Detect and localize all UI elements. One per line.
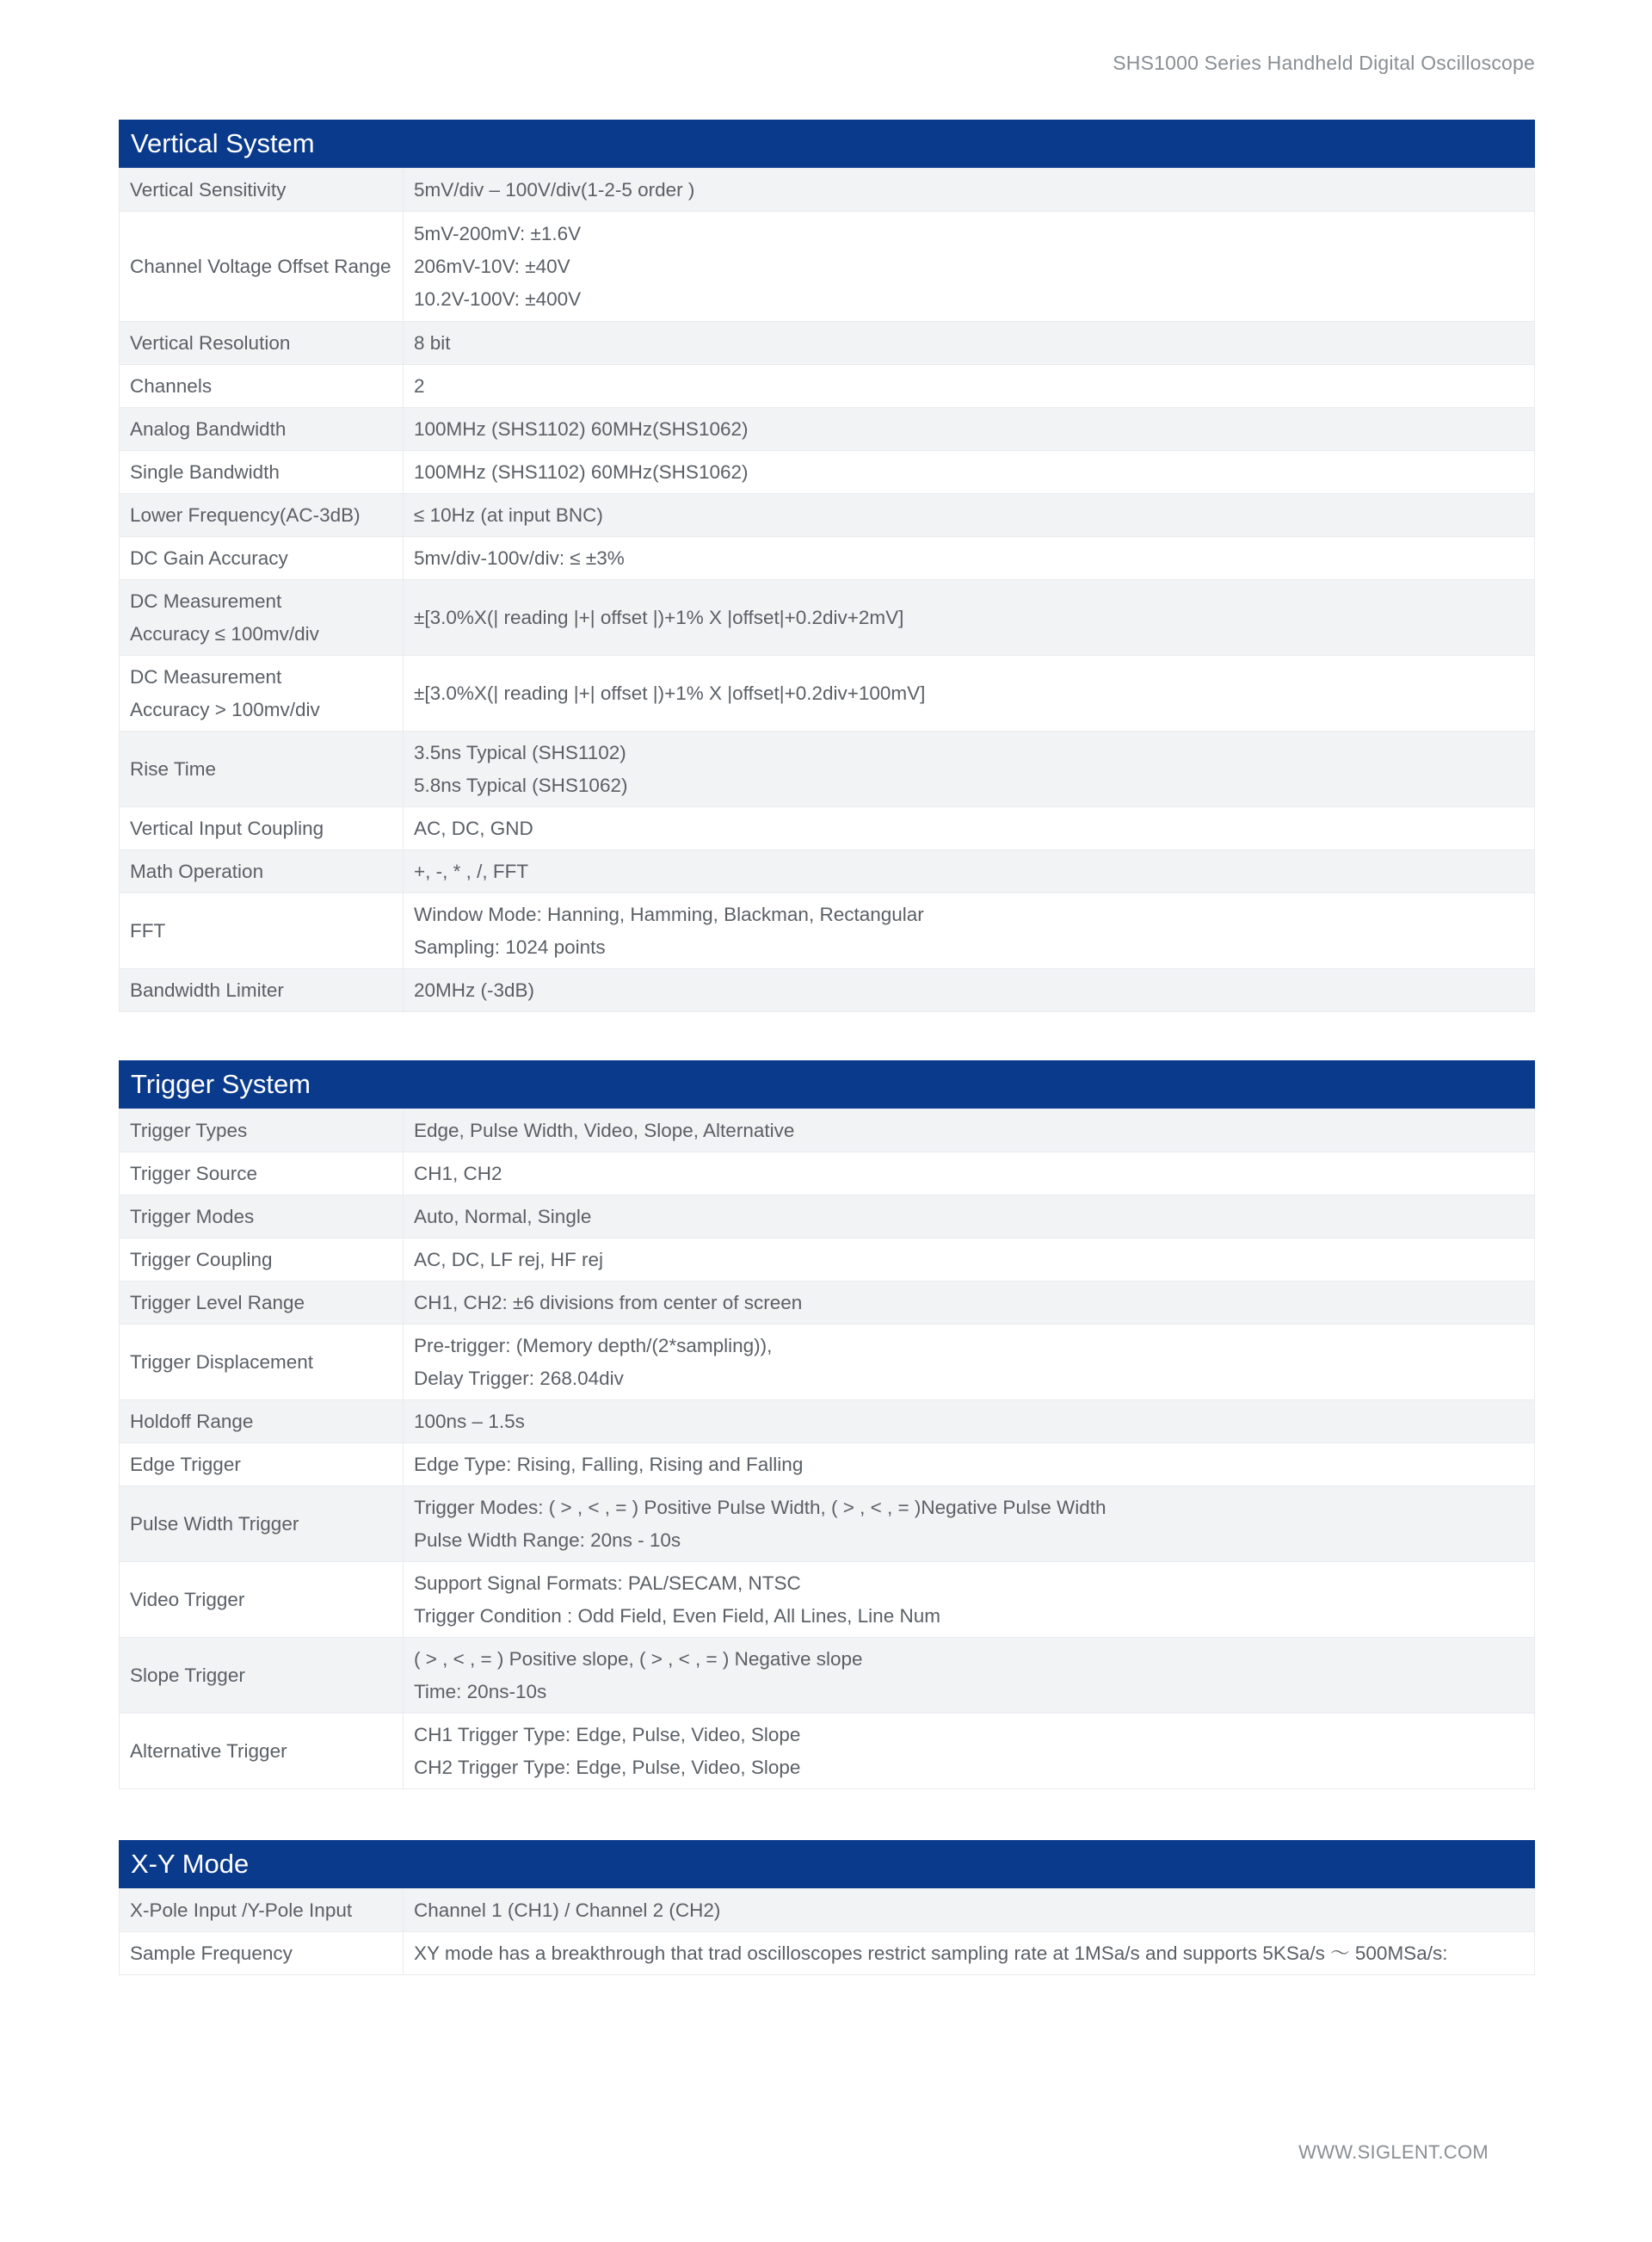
spec-label [120,850,404,893]
spec-value-line: Pre-trigger: (Memory depth/(2*sampling)), [414,1334,773,1356]
spec-value [404,169,1535,212]
spec-label-line: Channels [130,374,213,397]
spec-value-line: 3.5ns Typical (SHS1102) [414,741,626,763]
spec-row [120,1714,1535,1789]
spec-value [404,408,1535,451]
spec-value-line: Auto, Normal, Single [414,1205,592,1227]
spec-label [120,1400,404,1443]
spec-row [120,893,1535,969]
spec-value [404,1400,1535,1443]
spec-value-line: CH2 Trigger Type: Edge, Pulse, Video, Slope [414,1756,801,1778]
spec-value-line: Delay Trigger: 268.04div [414,1367,624,1389]
spec-value [404,807,1535,850]
spec-value-line: XY mode has a breakthrough that trad oscilloscopes restrict sampling rate at 1MSa/s and supports 5KSa/s ～ 500MSa/s: [414,1942,1448,1964]
spec-value-line: CH1, CH2 [414,1162,502,1184]
spec-row [120,1282,1535,1325]
spec-value [404,1889,1535,1932]
spec-value-line: ( > , < , = ) Positive slope, ( > , < , = ) Negative slope [414,1647,863,1670]
spec-value [404,1152,1535,1195]
spec-value [404,1486,1535,1562]
spec-value [404,1325,1535,1400]
spec-value-line: 100MHz (SHS1102) 60MHz(SHS1062) [414,460,749,483]
spec-value [404,322,1535,365]
spec-label-line: Video Trigger [130,1588,245,1610]
section-trigger-system [119,1060,1535,1789]
spec-value-line: Time: 20ns-10s [414,1680,547,1702]
spec-label-line: Vertical Input Coupling [130,817,324,839]
spec-label-line: Trigger Displacement [130,1350,313,1373]
spec-value-line: Edge Type: Rising, Falling, Rising and Falling [414,1453,804,1475]
spec-row [120,451,1535,494]
spec-label [120,451,404,494]
spec-value-line: ±[3.0%X(| reading |+| offset |)+1% X |offset|+0.2div+100mV] [414,682,926,704]
spec-label [120,1282,404,1325]
spec-row [120,1562,1535,1638]
spec-value-line: 5mV-200mV: ±1.6V [414,222,582,244]
spec-value-line: +, -, * , /, FFT [414,860,529,882]
spec-label [120,893,404,969]
spec-label-line: Channel Voltage Offset Range [130,255,391,277]
spec-label [120,1889,404,1932]
spec-value [404,537,1535,580]
spec-label [120,1109,404,1152]
spec-label-line: DC Measurement [130,590,282,612]
spec-row [120,322,1535,365]
spec-value-line: Window Mode: Hanning, Hamming, Blackman, Rectangular [414,903,924,925]
section-xy-mode [119,1840,1535,1975]
spec-value-line: Support Signal Formats: PAL/SECAM, NTSC [414,1572,801,1594]
spec-value-line: Trigger Modes: ( > , < , = ) Positive Pulse Width, ( > , < , = )Negative Pulse Width [414,1496,1106,1518]
spec-row [120,1109,1535,1152]
spec-row [120,169,1535,212]
spec-label-line: Single Bandwidth [130,460,280,483]
spec-label [120,1152,404,1195]
spec-row [120,212,1535,322]
spec-label-line: FFT [130,919,166,942]
spec-label-line: Bandwidth Limiter [130,979,284,1001]
spec-label [120,494,404,537]
spec-value [404,365,1535,408]
spec-row [120,1195,1535,1238]
spec-label-line: DC Gain Accuracy [130,547,288,569]
spec-label-line: Accuracy ≤ 100mv/div [130,622,319,645]
spec-value [404,451,1535,494]
spec-value-line: ≤ 10Hz (at input BNC) [414,503,603,526]
spec-label [120,1562,404,1638]
spec-row [120,969,1535,1012]
spec-row [120,1400,1535,1443]
spec-value-line: 2 [414,374,425,397]
spec-label [120,1238,404,1282]
spec-value [404,580,1535,656]
spec-label-line: X-Pole Input /Y-Pole Input [130,1899,353,1921]
spec-label [120,365,404,408]
spec-label-line: Lower Frequency(AC-3dB) [130,503,361,526]
spec-label-line: Accuracy > 100mv/div [130,698,320,720]
spec-label [120,322,404,365]
spec-label-line: Math Operation [130,860,264,882]
spec-label [120,1638,404,1714]
spec-row [120,807,1535,850]
spec-value-line: 10.2V-100V: ±400V [414,287,582,310]
spec-label-line: Trigger Source [130,1162,257,1184]
spec-label-line: Alternative Trigger [130,1739,287,1762]
spec-value-line: Channel 1 (CH1) / Channel 2 (CH2) [414,1899,721,1921]
spec-label [120,537,404,580]
spec-value [404,1638,1535,1714]
spec-value [404,1238,1535,1282]
spec-label-line: Edge Trigger [130,1453,241,1475]
spec-row [120,408,1535,451]
spec-label-line: Vertical Resolution [130,331,291,354]
spec-label [120,408,404,451]
spec-row [120,1152,1535,1195]
spec-row [120,850,1535,893]
spec-value-line: 5mV/div – 100V/div(1-2-5 order ) [414,178,695,201]
spec-value [404,1443,1535,1486]
spec-label [120,732,404,807]
spec-value-line: 20MHz (-3dB) [414,979,535,1001]
spec-row [120,732,1535,807]
spec-value [404,656,1535,732]
spec-value [404,1932,1535,1975]
spec-value-line: AC, DC, GND [414,817,533,839]
section-vertical-system [119,120,1535,1012]
spec-label [120,580,404,656]
spec-label [120,1443,404,1486]
spec-value-line: 100MHz (SHS1102) 60MHz(SHS1062) [414,417,749,440]
spec-label [120,1932,404,1975]
spec-value-line: 8 bit [414,331,451,354]
spec-label [120,656,404,732]
spec-row [120,1486,1535,1562]
spec-label-line: Vertical Sensitivity [130,178,287,201]
spec-row [120,365,1535,408]
spec-value [404,1562,1535,1638]
spec-label [120,1325,404,1400]
spec-label [120,1486,404,1562]
spec-value [404,494,1535,537]
spec-label [120,212,404,322]
document-header-title: SHS1000 Series Handheld Digital Oscilloscope [1113,52,1535,74]
spec-label [120,1195,404,1238]
spec-value [404,1195,1535,1238]
spec-value-line: Sampling: 1024 points [414,936,606,958]
spec-value-line: Edge, Pulse Width, Video, Slope, Alternative [414,1119,795,1141]
spec-value-line: 5.8ns Typical (SHS1062) [414,774,628,796]
spec-row [120,1932,1535,1975]
spec-value [404,1714,1535,1789]
spec-row [120,1638,1535,1714]
spec-label-line: Pulse Width Trigger [130,1512,299,1535]
spec-row [120,537,1535,580]
spec-value-line: 206mV-10V: ±40V [414,255,570,277]
spec-label [120,1714,404,1789]
spec-row [120,580,1535,656]
spec-value [404,969,1535,1012]
spec-table [119,1109,1535,1789]
spec-value-line: ±[3.0%X(| reading |+| offset |)+1% X |offset|+0.2div+2mV] [414,606,904,628]
spec-row [120,1443,1535,1486]
spec-label-line: Trigger Level Range [130,1291,305,1313]
spec-row [120,656,1535,732]
spec-label-line: DC Measurement [130,665,282,688]
section-title: Trigger System [119,1060,1535,1109]
spec-value [404,1109,1535,1152]
spec-label-line: Trigger Types [130,1119,248,1141]
spec-value-line: Trigger Condition : Odd Field, Even Field, All Lines, Line Num [414,1604,940,1627]
spec-value-line: 100ns – 1.5s [414,1410,525,1432]
spec-table [119,1888,1535,1975]
spec-value [404,212,1535,322]
spec-value-line: CH1, CH2: ±6 divisions from center of screen [414,1291,803,1313]
spec-label-line: Sample Frequency [130,1942,293,1964]
spec-value [404,1282,1535,1325]
spec-row [120,1325,1535,1400]
spec-label [120,169,404,212]
spec-row [120,1238,1535,1282]
footer-website: WWW.SIGLENT.COM [1298,2141,1489,2163]
section-title: Vertical System [119,120,1535,168]
spec-row [120,1889,1535,1932]
spec-value [404,850,1535,893]
spec-table [119,168,1535,1012]
spec-label-line: Rise Time [130,757,217,780]
spec-label-line: Holdoff Range [130,1410,254,1432]
spec-label-line: Trigger Coupling [130,1248,273,1270]
spec-value [404,732,1535,807]
spec-value-line: 5mv/div-100v/div: ≤ ±3% [414,547,625,569]
spec-row [120,494,1535,537]
spec-label [120,969,404,1012]
spec-label-line: Trigger Modes [130,1205,255,1227]
spec-value-line: Pulse Width Range: 20ns - 10s [414,1529,681,1551]
spec-label-line: Analog Bandwidth [130,417,287,440]
spec-value-line: CH1 Trigger Type: Edge, Pulse, Video, Slope [414,1723,801,1745]
spec-label [120,807,404,850]
section-title: X-Y Mode [119,1840,1535,1888]
spec-value [404,893,1535,969]
spec-value-line: AC, DC, LF rej, HF rej [414,1248,604,1270]
spec-label-line: Slope Trigger [130,1664,245,1686]
